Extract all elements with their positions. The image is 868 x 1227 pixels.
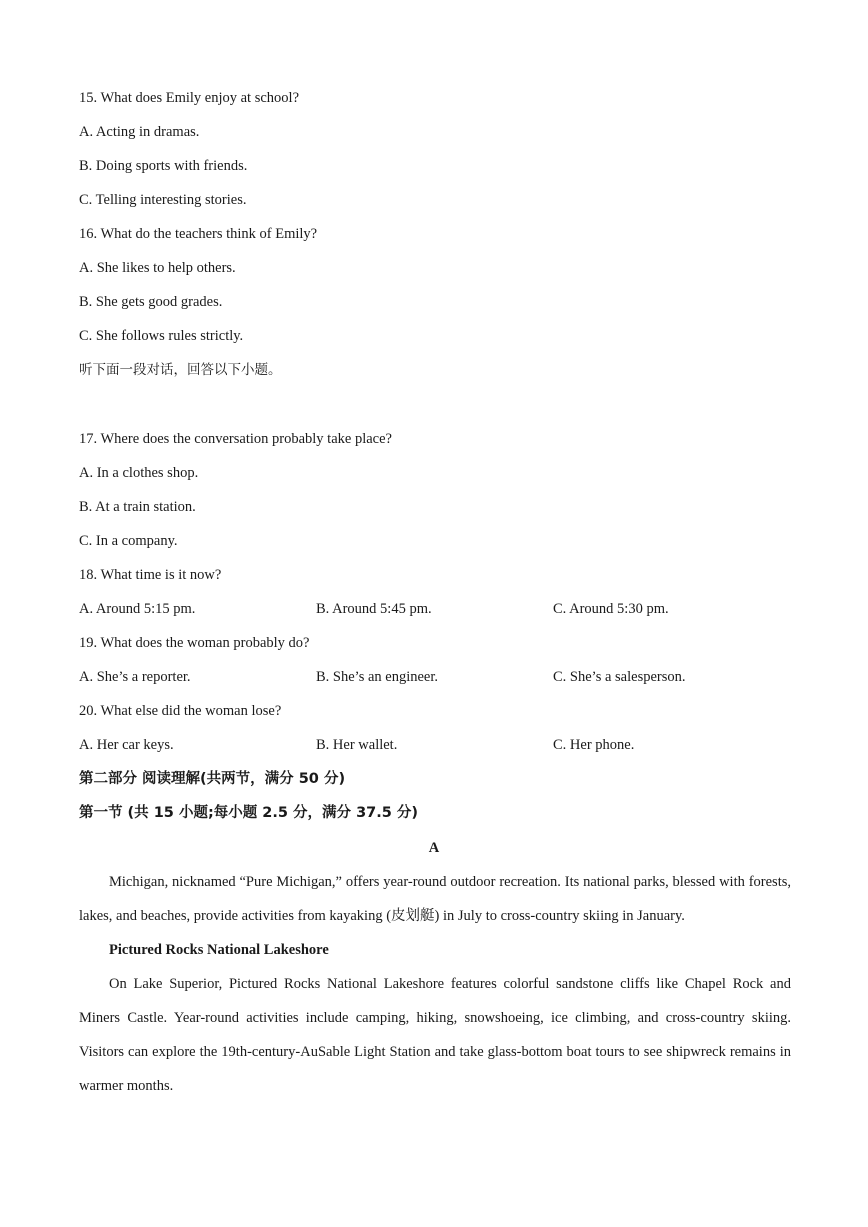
question-20: 20. What else did the woman lose?	[79, 703, 282, 719]
section-one-heading: 第一节 (共 15 小题;每小题 2.5 分，满分 37.5 分)	[79, 805, 419, 821]
body-paragraph: On Lake Superior, Pictured Rocks National Lakeshore features colorful sandstone cliffs like Chapel Rock and Miners Castle. Year-round activities include camping, hiking, snowshoeing, ice climbing, and cross-country skiing. Visitors can explore the 19th-century-AuSable Light Station and take glass-bottom boat tours to see shipwreck remains in warmer months.	[79, 976, 791, 1094]
intro-paragraph: Michigan, nicknamed “Pure Michigan,” offers year-round outdoor recreation. Its national parks, blessed with forests, lakes, and beaches, provide activities from kayaking (皮划艇) in July to cross-country skiing in January.	[79, 874, 791, 924]
q19-option-c: C. She’s a salesperson.	[553, 669, 686, 685]
question-15: 15. What does Emily enjoy at school?	[79, 90, 300, 106]
q15-option-b: B. Doing sports with friends.	[79, 158, 248, 174]
question-17: 17. Where does the conversation probably take place?	[79, 431, 392, 447]
part-two-heading: 第二部分 阅读理解(共两节，满分 50 分)	[79, 771, 346, 787]
subsection-title: Pictured Rocks National Lakeshore	[109, 942, 329, 958]
q18-option-b: B. Around 5:45 pm.	[316, 601, 432, 617]
q20-option-c: C. Her phone.	[553, 737, 635, 753]
question-16: 16. What do the teachers think of Emily?	[79, 226, 318, 242]
q16-option-c: C. She follows rules strictly.	[79, 328, 244, 344]
passage-label: A	[428, 840, 440, 856]
q15-option-c: C. Telling interesting stories.	[79, 192, 247, 208]
q16-option-a: A. She likes to help others.	[79, 260, 236, 276]
q17-option-b: B. At a train station.	[79, 499, 196, 515]
question-18: 18. What time is it now?	[79, 567, 222, 583]
q15-option-a: A. Acting in dramas.	[79, 124, 200, 140]
q17-option-c: C. In a company.	[79, 533, 178, 549]
q18-option-c: C. Around 5:30 pm.	[553, 601, 669, 617]
q20-option-b: B. Her wallet.	[316, 737, 398, 753]
q16-option-b: B. She gets good grades.	[79, 294, 223, 310]
q19-option-b: B. She’s an engineer.	[316, 669, 439, 685]
q18-option-a: A. Around 5:15 pm.	[79, 601, 196, 617]
q20-option-a: A. Her car keys.	[79, 737, 174, 753]
question-19: 19. What does the woman probably do?	[79, 635, 310, 651]
listening-instruction: 听下面一段对话，回答以下小题。	[79, 362, 282, 378]
q17-option-a: A. In a clothes shop.	[79, 465, 199, 481]
q19-option-a: A. She’s a reporter.	[79, 669, 191, 685]
